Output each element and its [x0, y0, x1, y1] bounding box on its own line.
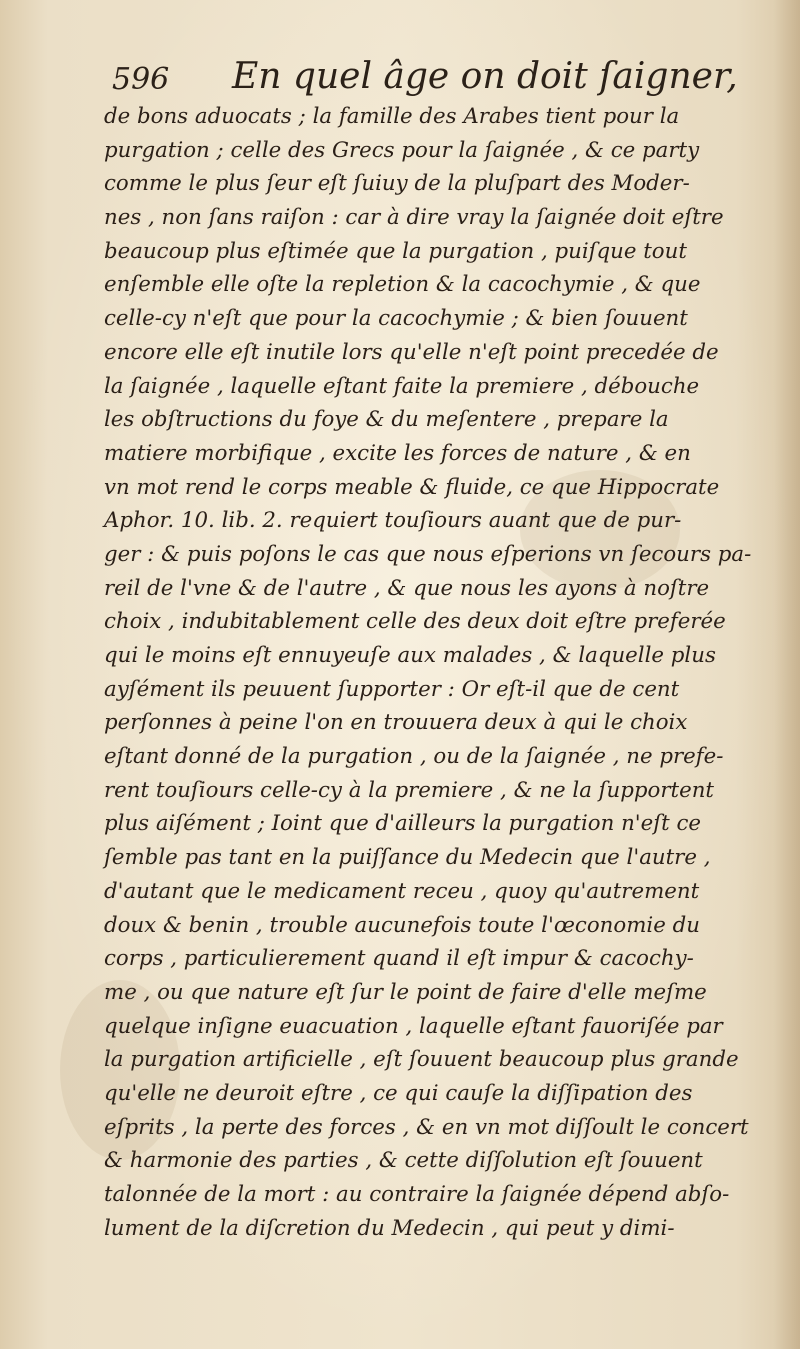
text-line: choix , indubitablement celle des deux doit eſtre preferée — [104, 609, 726, 635]
page-header — [112, 48, 738, 104]
text-line: reil de l'vne & de l'autre , & que nous les ayons à noſtre — [104, 575, 710, 601]
text-line: encore elle eſt inutile lors qu'elle n'eſt point precedée de — [104, 339, 719, 365]
text-line: Aphor. 10. lib. 2. requiert touſiours auant que de pur- — [104, 508, 682, 534]
text-line: d'autant que le medicament receu , quoy qu'autrement — [104, 878, 700, 904]
text-line: comme le plus ſeur eſt ſuiuy de la pluſpart des Moder- — [104, 171, 690, 197]
text-line: enſemble elle oſte la repletion & la cacochymie , & que — [104, 272, 701, 298]
text-line: ayſément ils peuuent ſupporter : Or eſt-il que de cent — [104, 676, 680, 702]
text-line: qu'elle ne deuroit eſtre , ce qui cauſe la diſſipation des — [104, 1080, 693, 1106]
running-title: En quel âge on doit ſaigner, — [232, 56, 738, 97]
text-line: perſonnes à peine l'on en trouuera deux à qui le choix — [104, 710, 688, 736]
text-line: plus aiſément ; Ioint que d'ailleurs la purgation n'eſt ce — [104, 811, 701, 837]
text-line: qui le moins eſt ennuyeuſe aux malades , & laquelle plus — [104, 643, 716, 668]
text-line: beaucoup plus eſtimée que la purgation , puiſque tout — [104, 238, 687, 264]
text-line: lument de la diſcretion du Medecin , qui peut y dimi- — [104, 1215, 675, 1241]
text-line: matiere morbifique , excite les forces de nature , & en — [104, 440, 691, 466]
text-line: purgation ; celle des Grecs pour la ſaignée , & ce party — [104, 137, 700, 163]
body-text — [104, 100, 794, 1245]
text-line: vn mot rend le corps meable & fluide, ce que Hippocrate — [104, 474, 720, 500]
text-line: la purgation artificielle , eſt ſouuent beaucoup plus grande — [104, 1047, 739, 1073]
text-line: eſprits , la perte des forces , & en vn mot diſſoult le concert — [104, 1114, 749, 1140]
text-line: eſtant donné de la purgation , ou de la ſaignée , ne prefe- — [104, 744, 724, 770]
text-line: nes , non ſans raiſon : car à dire vray la ſaignée doit eſtre — [104, 205, 724, 231]
text-line: me , ou que nature eſt ſur le point de faire d'elle meſme — [104, 979, 707, 1005]
text-line: ger : & puis poſons le cas que nous eſperions vn ſecours pa- — [104, 541, 752, 567]
text-line: les obſtructions du foye & du meſentere , prepare la — [104, 407, 669, 433]
text-line: rent touſiours celle-cy à la premiere , & ne la ſupportent — [104, 777, 714, 803]
page-number: 596 — [112, 62, 170, 97]
text-line: ſemble pas tant en la puiſſance du Medecin que l'autre , — [104, 845, 711, 871]
text-line: de bons aduocats ; la famille des Arabes tient pour la — [104, 104, 680, 129]
text-line: talonnée de la mort : au contraire la ſaignée dépend abſo- — [104, 1182, 730, 1207]
text-line: corps , particulierement quand il eſt impur & cacochy- — [104, 946, 694, 972]
text-line: quelque inſigne euacuation , laquelle eſtant fauoriſée par — [104, 1013, 723, 1039]
text-line: doux & benin , trouble aucunefois toute l'œconomie du — [104, 912, 700, 938]
text-line: & harmonie des parties , & cette diſſolution eſt ſouuent — [104, 1148, 703, 1174]
text-line: la ſaignée , laquelle eſtant faite la premiere , débouche — [104, 373, 700, 399]
text-line: celle-cy n'eſt que pour la cacochymie ; & bien ſouuent — [104, 306, 688, 332]
